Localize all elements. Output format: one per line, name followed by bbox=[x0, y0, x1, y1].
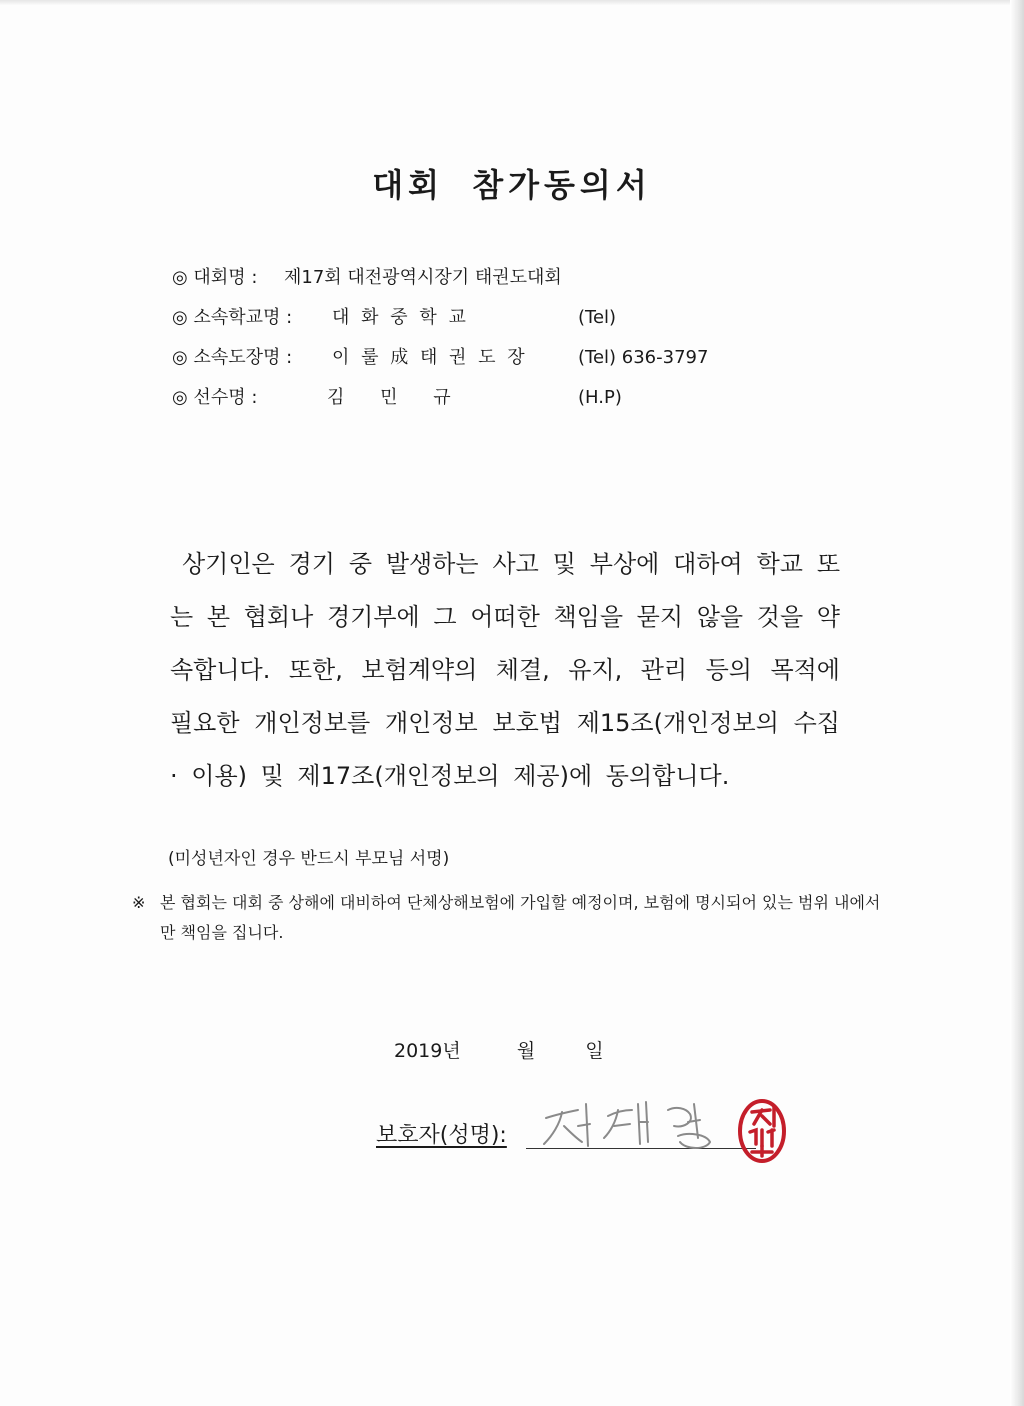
school-tel: (Tel) bbox=[578, 307, 617, 328]
athlete-hp: (H.P) bbox=[578, 387, 622, 408]
guardian-label: 보호자(성명): bbox=[376, 1123, 507, 1148]
athlete-label: ◎ 선수명 : bbox=[172, 387, 258, 408]
insurance-notice bbox=[132, 888, 892, 948]
notice-mark: ※ bbox=[132, 893, 146, 912]
guardian-signature-line bbox=[376, 1110, 776, 1156]
date-day: 일 bbox=[585, 1040, 604, 1062]
info-row-dojang bbox=[172, 338, 792, 378]
info-row-school bbox=[172, 298, 792, 338]
red-seal-stamp bbox=[734, 1096, 790, 1166]
scan-edge-right bbox=[1010, 0, 1024, 1406]
school-value: 대 화 중 학 교 bbox=[332, 307, 469, 328]
dojang-tel: (Tel) 636-3797 bbox=[578, 347, 709, 368]
document-title: 대회 참가동의서 bbox=[372, 166, 652, 204]
date-year: 2019년 bbox=[394, 1040, 461, 1062]
notice-text: 본 협회는 대회 중 상해에 대비하여 단체상해보험에 가입할 예정이며, 보험에 명시되어 있는 범위 내에서만 책임을 집니다. bbox=[160, 893, 881, 942]
minor-note: (미성년자인 경우 반드시 부모님 서명) bbox=[168, 849, 450, 869]
consent-body: 상기인은 경기 중 발생하는 사고 및 부상에 대하여 학교 또는 본 협회나 경기부에 그 어떠한 책임을 묻지 않을 것을 약속합니다. 또한, 보험계약의 체결, 유지, 관리 등의 목적에 필요한 개인정보를 개인정보 보호법 제15조(개인정보의 수집 · 이용) 및 제17조(개인정보의 제공)에 동의합니다. bbox=[170, 550, 840, 790]
date-month: 월 bbox=[516, 1040, 536, 1062]
athlete-value: 김 민 규 bbox=[327, 387, 451, 408]
competition-value: 제17회 대전광역시장기 태권도대회 bbox=[284, 267, 562, 288]
scan-edge-top bbox=[0, 0, 1024, 6]
competition-label: ◎ 대회명 : bbox=[172, 267, 258, 288]
dojang-value: 이 룰 成 태 권 도 장 bbox=[332, 347, 528, 368]
date-line bbox=[394, 1036, 604, 1063]
info-row-athlete bbox=[172, 378, 792, 418]
info-block bbox=[172, 258, 792, 418]
school-label: ◎ 소속학교명 : bbox=[172, 307, 293, 328]
dojang-label: ◎ 소속도장명 : bbox=[172, 347, 293, 368]
info-row-competition bbox=[172, 258, 792, 298]
handwritten-signature bbox=[538, 1096, 738, 1156]
